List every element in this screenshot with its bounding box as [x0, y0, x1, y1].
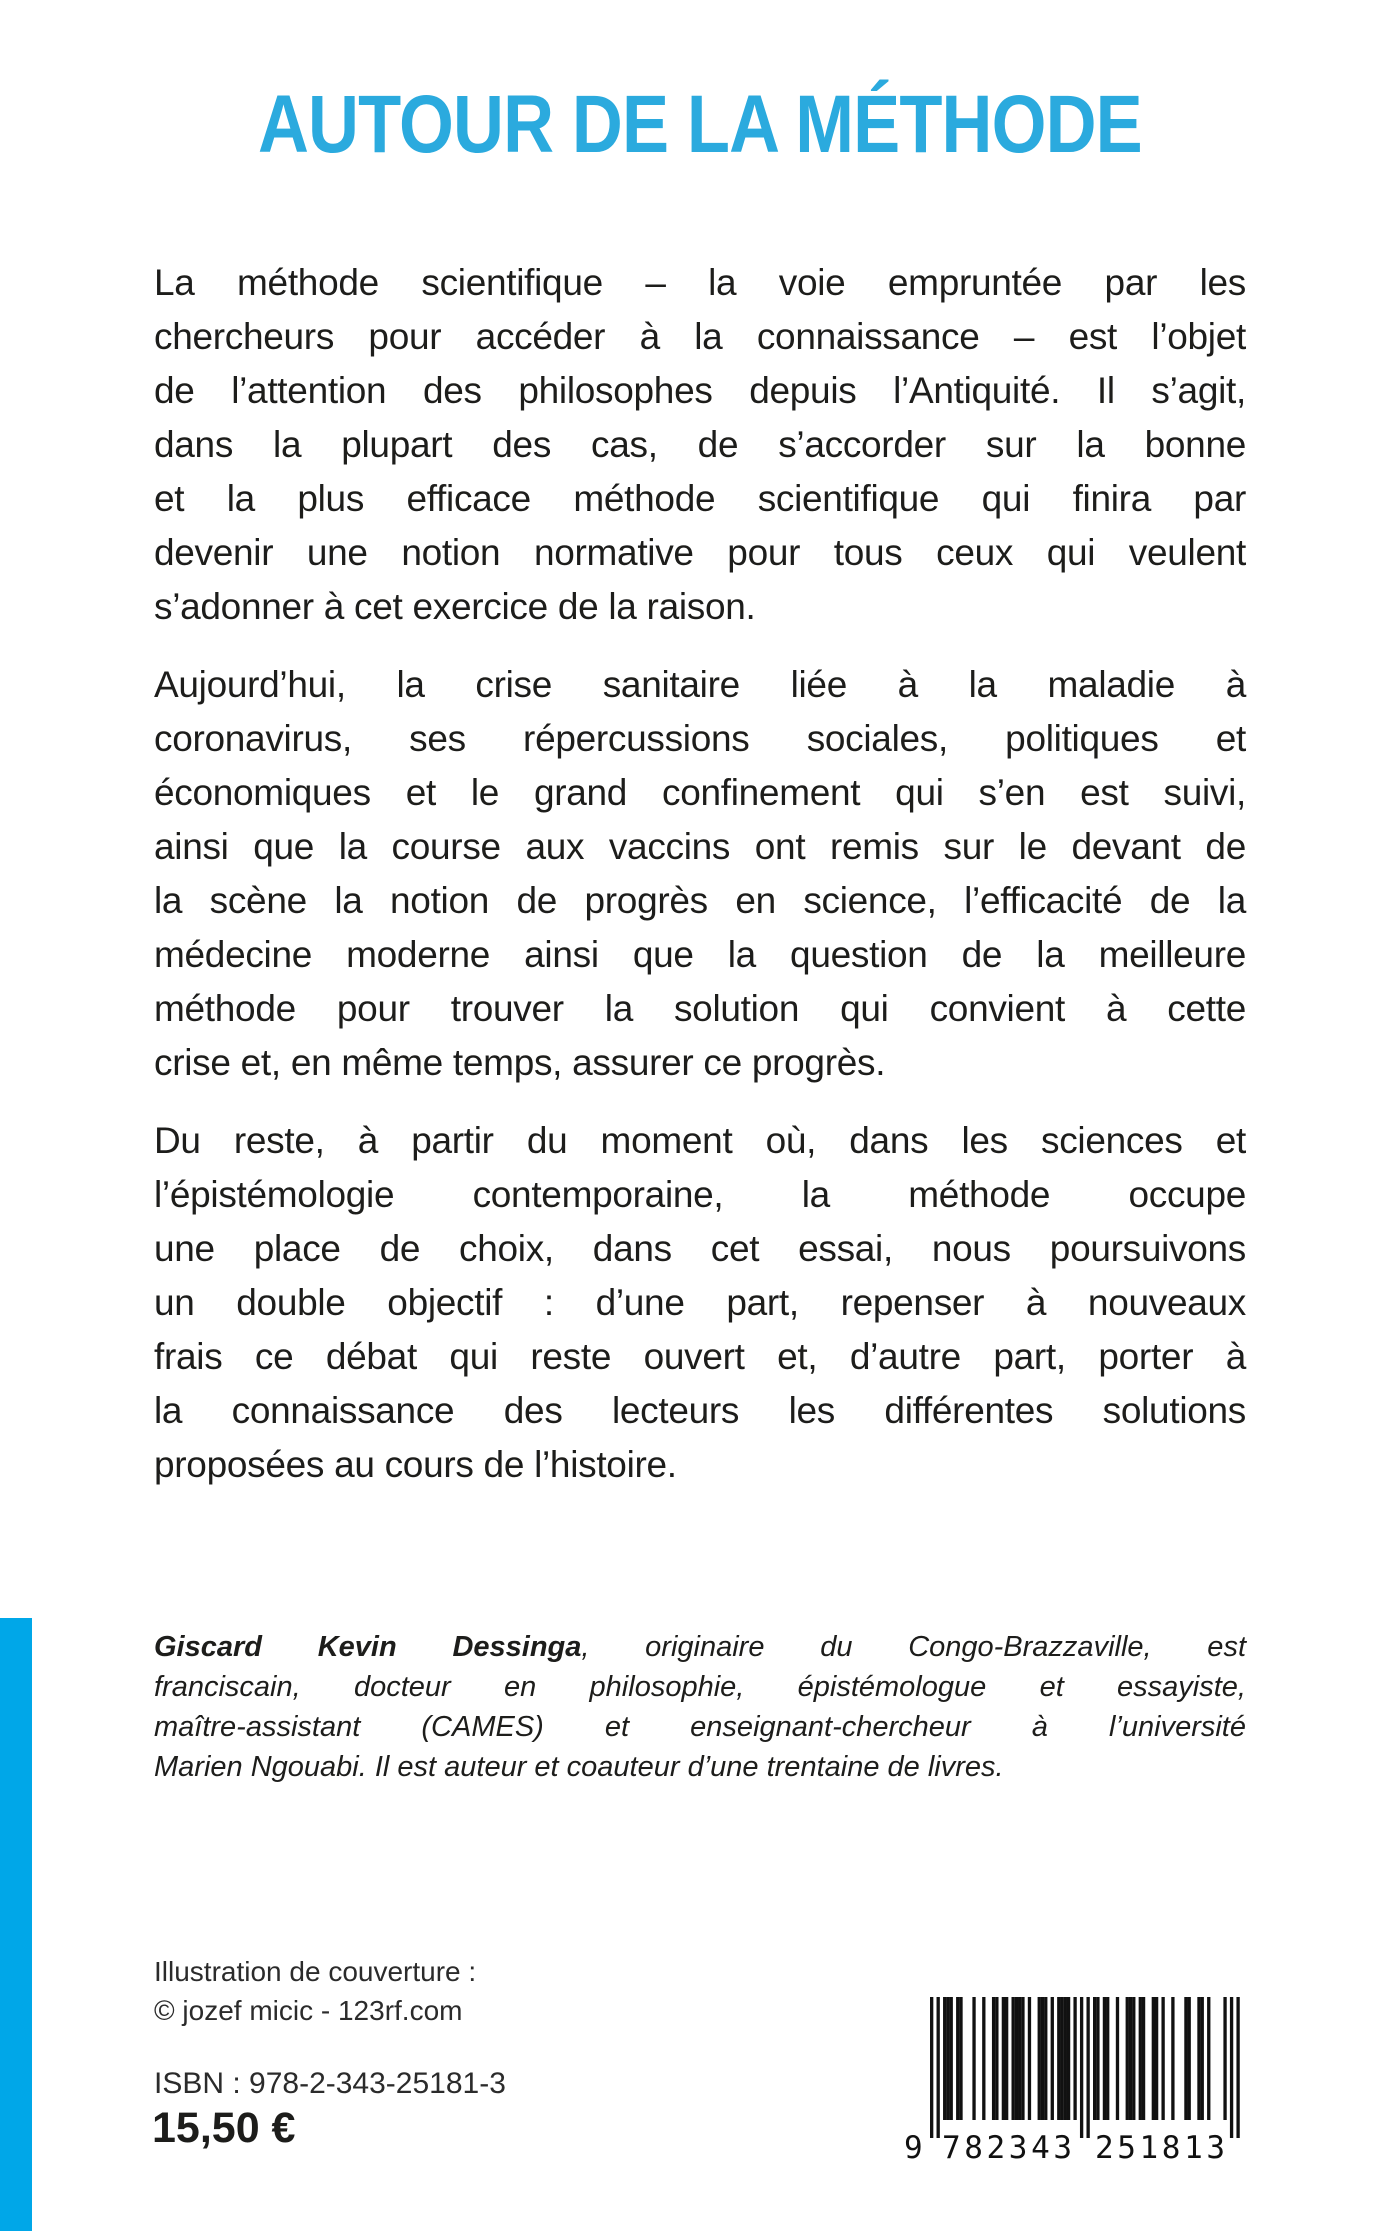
left-accent-bar	[0, 1618, 32, 2231]
text-line: La méthode scientifique – la voie empruntée par les	[154, 262, 1246, 303]
text-line: une place de choix, dans cet essai, nous poursuivons	[154, 1228, 1246, 1269]
book-title: AUTOUR DE LA MÉTHODE	[258, 79, 1142, 170]
barcode-graphic	[898, 1995, 1248, 2167]
bio-line: franciscain, docteur en philosophie, épistémologue et essayiste,	[154, 1671, 1246, 1703]
text-line: Du reste, à partir du moment où, dans les sciences et	[154, 1120, 1246, 1161]
text-line: devenir une notion normative pour tous ceux qui veulent	[154, 532, 1246, 573]
price-text: 15,50 €	[152, 2104, 296, 2152]
paragraph-2	[154, 658, 1246, 1090]
paragraph-1	[154, 256, 1246, 634]
text-line: s’adonner à cet exercice de la raison.	[154, 586, 756, 627]
text-line: et la plus efficace méthode scientifique qui finira par	[154, 478, 1246, 519]
isbn-text: ISBN : 978-2-343-25181-3	[154, 2067, 506, 2100]
bio-line: maître-assistant (CAMES) et enseignant-chercheur à l’université	[154, 1711, 1246, 1743]
bio-line-rest: , originaire du Congo-Brazzaville, est	[581, 1631, 1246, 1663]
text-line: un double objectif : d’une part, repenser à nouveaux	[154, 1282, 1246, 1323]
text-line: la connaissance des lecteurs les différentes solutions	[154, 1390, 1246, 1431]
text-line: proposées au cours de l’histoire.	[154, 1444, 677, 1485]
text-line: économiques et le grand confinement qui s’en est suivi,	[154, 772, 1246, 813]
text-line: de l’attention des philosophes depuis l’Antiquité. Il s’agit,	[154, 370, 1246, 411]
bio-line: Marien Ngouabi. Il est auteur et coauteur d’une trentaine de livres.	[154, 1751, 1004, 1783]
credit-line: Illustration de couverture :	[154, 1956, 477, 1987]
paragraph-3	[154, 1114, 1246, 1492]
text-line: ainsi que la course aux vaccins ont remis sur le devant de	[154, 826, 1246, 867]
barcode-bars	[930, 1997, 1240, 2138]
text-line: dans la plupart des cas, de s’accorder sur la bonne	[154, 424, 1246, 465]
text-line: médecine moderne ainsi que la question de la meilleure	[154, 934, 1246, 975]
credit-line: © jozef micic - 123rf.com	[154, 1995, 463, 2026]
text-line: chercheurs pour accéder à la connaissance – est l’objet	[154, 316, 1246, 357]
text-line: l’épistémologie contemporaine, la méthode occupe	[154, 1174, 1246, 1215]
text-line: Aujourd’hui, la crise sanitaire liée à la maladie à	[154, 664, 1246, 705]
text-line: crise et, en même temps, assurer ce progrès.	[154, 1042, 886, 1083]
text-line: la scène la notion de progrès en science, l’efficacité de la	[154, 880, 1246, 921]
text-line: coronavirus, ses répercussions sociales, politiques et	[154, 718, 1246, 759]
bio-line	[154, 1627, 1246, 1667]
cover-illustration-credit	[154, 1952, 476, 2030]
author-name: Giscard Kevin Dessinga	[154, 1631, 582, 1663]
title-row	[0, 79, 1400, 189]
ean13-barcode	[898, 1995, 1248, 2167]
text-line: méthode pour trouver la solution qui convient à cette	[154, 988, 1246, 1029]
back-cover-text	[154, 256, 1246, 1492]
author-bio	[154, 1627, 1246, 1787]
barcode-digits-right: 251813	[1095, 2130, 1225, 2166]
barcode-digits-left: 782343	[942, 2130, 1072, 2166]
barcode-digit-first: 9	[904, 2130, 923, 2166]
text-line: frais ce débat qui reste ouvert et, d’autre part, porter à	[154, 1336, 1246, 1377]
